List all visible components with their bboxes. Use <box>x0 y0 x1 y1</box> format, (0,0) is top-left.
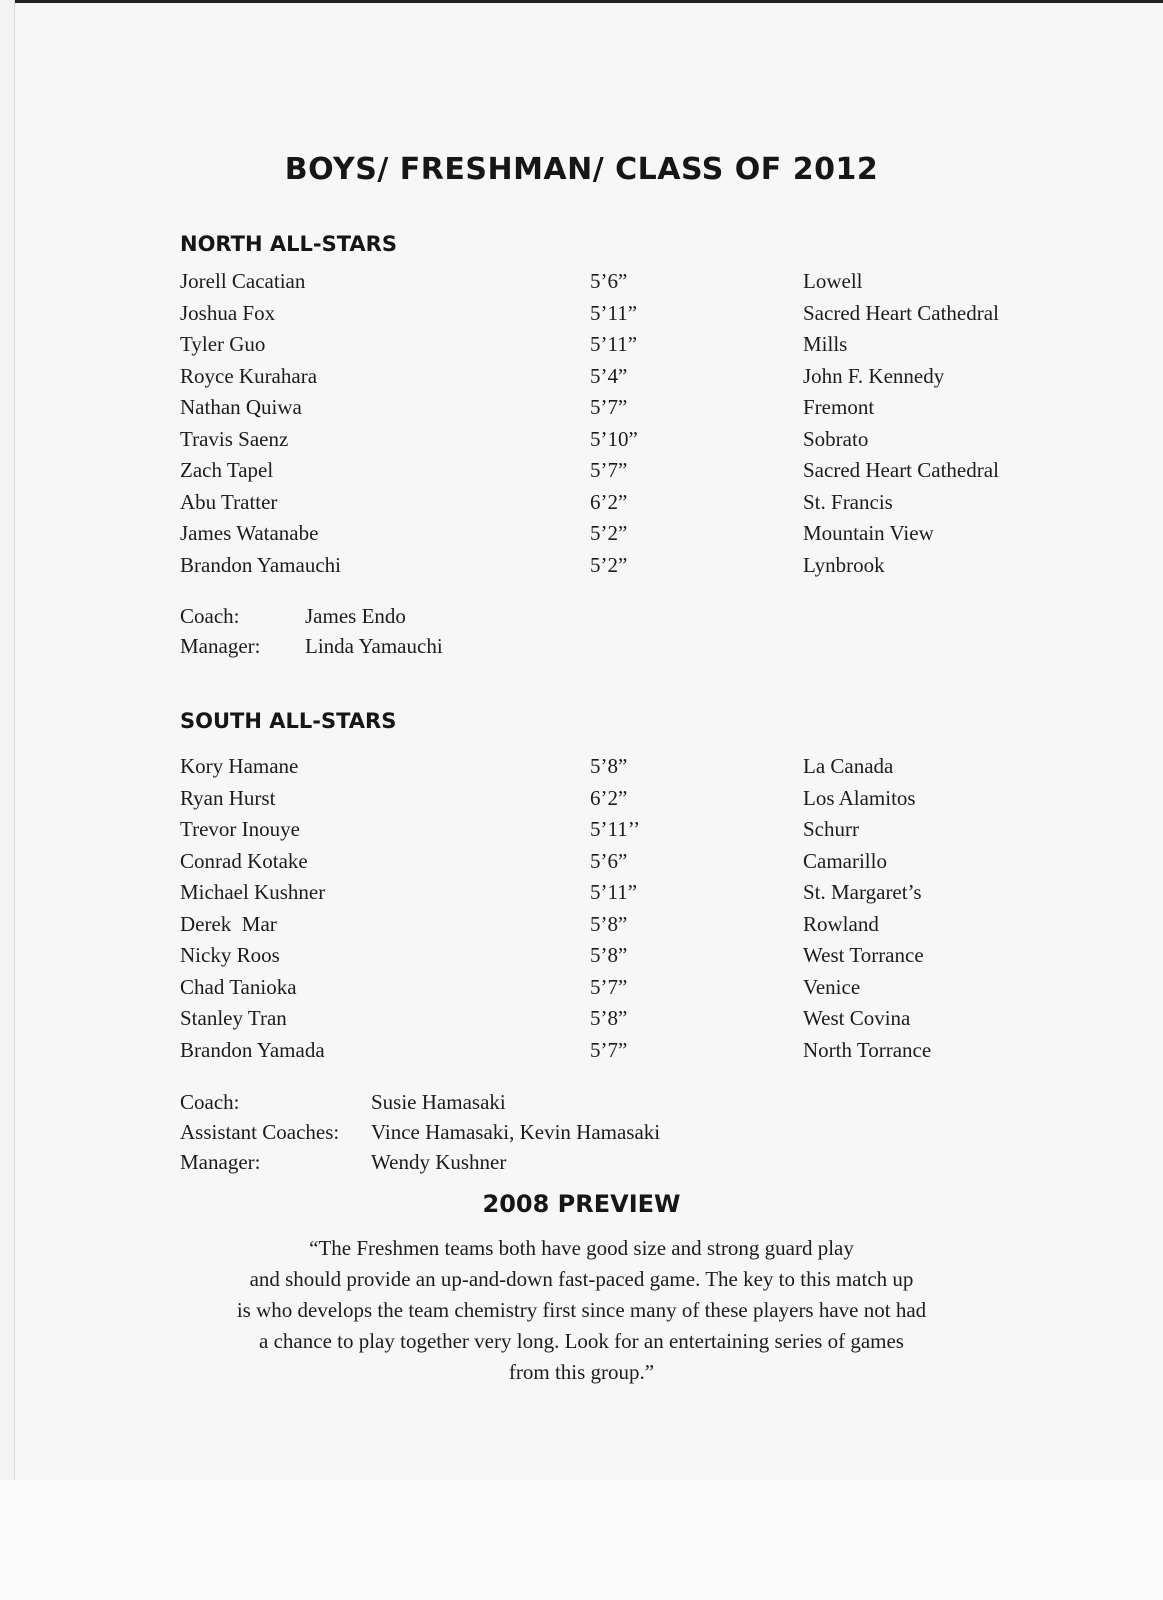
player-row <box>180 487 1060 519</box>
player-row <box>180 751 1060 783</box>
player-height: 5’7” <box>590 974 628 999</box>
player-row <box>180 424 1060 456</box>
player-row <box>180 550 1060 582</box>
player-name: Joshua Fox <box>180 300 276 325</box>
player-row <box>180 846 1060 878</box>
staff-role: Manager: <box>180 1150 261 1174</box>
player-height: 5’11” <box>590 332 638 356</box>
player-school: Camarillo <box>803 848 887 873</box>
player-row <box>180 1003 1060 1035</box>
player-height: 5’8” <box>590 754 628 778</box>
player-name: Brandon Yamauchi <box>180 552 341 577</box>
staff-role: Coach: <box>180 1090 240 1114</box>
player-height: 5’11’’ <box>590 817 641 841</box>
player-row <box>180 909 1060 941</box>
page-top-edge <box>15 0 1163 3</box>
player-name: Kory Hamane <box>180 754 299 778</box>
quote-line: “The Freshmen teams both have good size and strong guard play <box>309 1236 854 1260</box>
player-row <box>180 814 1060 846</box>
preview-heading: 2008 PREVIEW <box>482 1190 681 1218</box>
player-name: Jorell Cacatian <box>180 269 306 293</box>
player-name: Nathan Quiwa <box>180 395 302 419</box>
player-name: Ryan Hurst <box>180 785 276 810</box>
player-name: Nicky Roos <box>180 943 280 967</box>
quote-line: is who develops the team chemistry first since many of these players have not had <box>236 1298 927 1322</box>
player-height: 5’4” <box>590 363 628 388</box>
south-roster <box>180 751 1060 1066</box>
preview-quote <box>200 1233 963 1388</box>
player-row <box>180 783 1060 815</box>
player-height: 5’7” <box>590 458 628 482</box>
player-school: Mountain View <box>803 521 934 545</box>
player-row <box>180 455 1060 487</box>
player-name: Brandon Yamada <box>180 1037 325 1062</box>
player-height: 5’8” <box>590 943 628 967</box>
player-school: Schurr <box>803 817 859 841</box>
player-height: 5’11” <box>590 880 638 904</box>
player-school: Mills <box>803 332 848 356</box>
player-row <box>180 972 1060 1004</box>
player-name: Derek Mar <box>180 911 277 936</box>
player-school: Sacred Heart Cathedral <box>803 300 999 325</box>
player-name: Zach Tapel <box>180 458 274 482</box>
player-name: Trevor Inouye <box>180 817 300 841</box>
player-name: Royce Kurahara <box>180 363 318 388</box>
player-school: St. Francis <box>803 489 893 514</box>
quote-line: and should provide an up-and-down fast-paced game. The key to this match up <box>249 1267 914 1291</box>
player-height: 6’2” <box>590 785 628 810</box>
player-school: Rowland <box>803 911 879 936</box>
player-name: Stanley Tran <box>180 1006 287 1030</box>
staff-person: Vince Hamasaki, Kevin Hamasaki <box>371 1120 661 1144</box>
player-row <box>180 329 1060 361</box>
player-school: West Torrance <box>803 943 924 967</box>
quote-line: from this group.” <box>508 1360 655 1384</box>
north-heading: NORTH ALL-STARS <box>180 232 397 256</box>
player-school: St. Margaret’s <box>803 880 922 904</box>
player-height: 5’7” <box>590 1037 628 1062</box>
player-height: 6’2” <box>590 489 628 514</box>
player-height: 5’8” <box>590 1006 628 1030</box>
player-school: North Torrance <box>803 1037 932 1062</box>
south-heading: SOUTH ALL-STARS <box>180 709 397 733</box>
player-height: 5’10” <box>590 426 638 451</box>
player-height: 5’6” <box>590 269 628 293</box>
staff-person: James Endo <box>305 604 406 628</box>
player-name: Michael Kushner <box>180 880 326 904</box>
staff-person: Susie Hamasaki <box>371 1090 506 1114</box>
north-roster <box>180 266 1060 581</box>
page-title: BOYS/ FRESHMAN/ CLASS OF 2012 <box>284 152 879 187</box>
quote-line: a chance to play together very long. Look for an entertaining series of games <box>259 1329 904 1353</box>
staff-person: Wendy Kushner <box>371 1150 507 1174</box>
player-school: Sobrato <box>803 426 869 451</box>
player-height: 5’11” <box>590 300 638 325</box>
player-school: Lynbrook <box>803 552 885 577</box>
player-row <box>180 518 1060 550</box>
player-school: John F. Kennedy <box>803 363 945 388</box>
player-row <box>180 1035 1060 1067</box>
player-name: Tyler Guo <box>180 332 266 356</box>
player-height: 5’8” <box>590 911 628 936</box>
player-school: Venice <box>803 974 861 999</box>
player-school: La Canada <box>803 754 894 778</box>
player-row <box>180 392 1060 424</box>
player-name: Chad Tanioka <box>180 974 297 999</box>
player-school: Fremont <box>803 395 875 419</box>
player-name: Abu Tratter <box>180 489 278 514</box>
player-height: 5’6” <box>590 848 628 873</box>
player-row <box>180 361 1060 393</box>
player-school: West Covina <box>803 1006 911 1030</box>
scanner-bed <box>0 1480 1163 1600</box>
player-name: Travis Saenz <box>180 426 289 451</box>
player-school: Sacred Heart Cathedral <box>803 458 999 482</box>
player-height: 5’7” <box>590 395 628 419</box>
player-school: Los Alamitos <box>803 785 916 810</box>
player-row <box>180 266 1060 298</box>
player-height: 5’2” <box>590 521 628 545</box>
player-school: Lowell <box>803 269 863 293</box>
staff-person: Linda Yamauchi <box>305 634 443 658</box>
player-row <box>180 298 1060 330</box>
player-name: Conrad Kotake <box>180 848 308 873</box>
staff-role: Manager: <box>180 634 261 658</box>
player-height: 5’2” <box>590 552 628 577</box>
player-row <box>180 877 1060 909</box>
staff-role: Coach: <box>180 604 240 628</box>
player-name: James Watanabe <box>180 521 319 545</box>
staff-role: Assistant Coaches: <box>180 1120 340 1144</box>
player-row <box>180 940 1060 972</box>
